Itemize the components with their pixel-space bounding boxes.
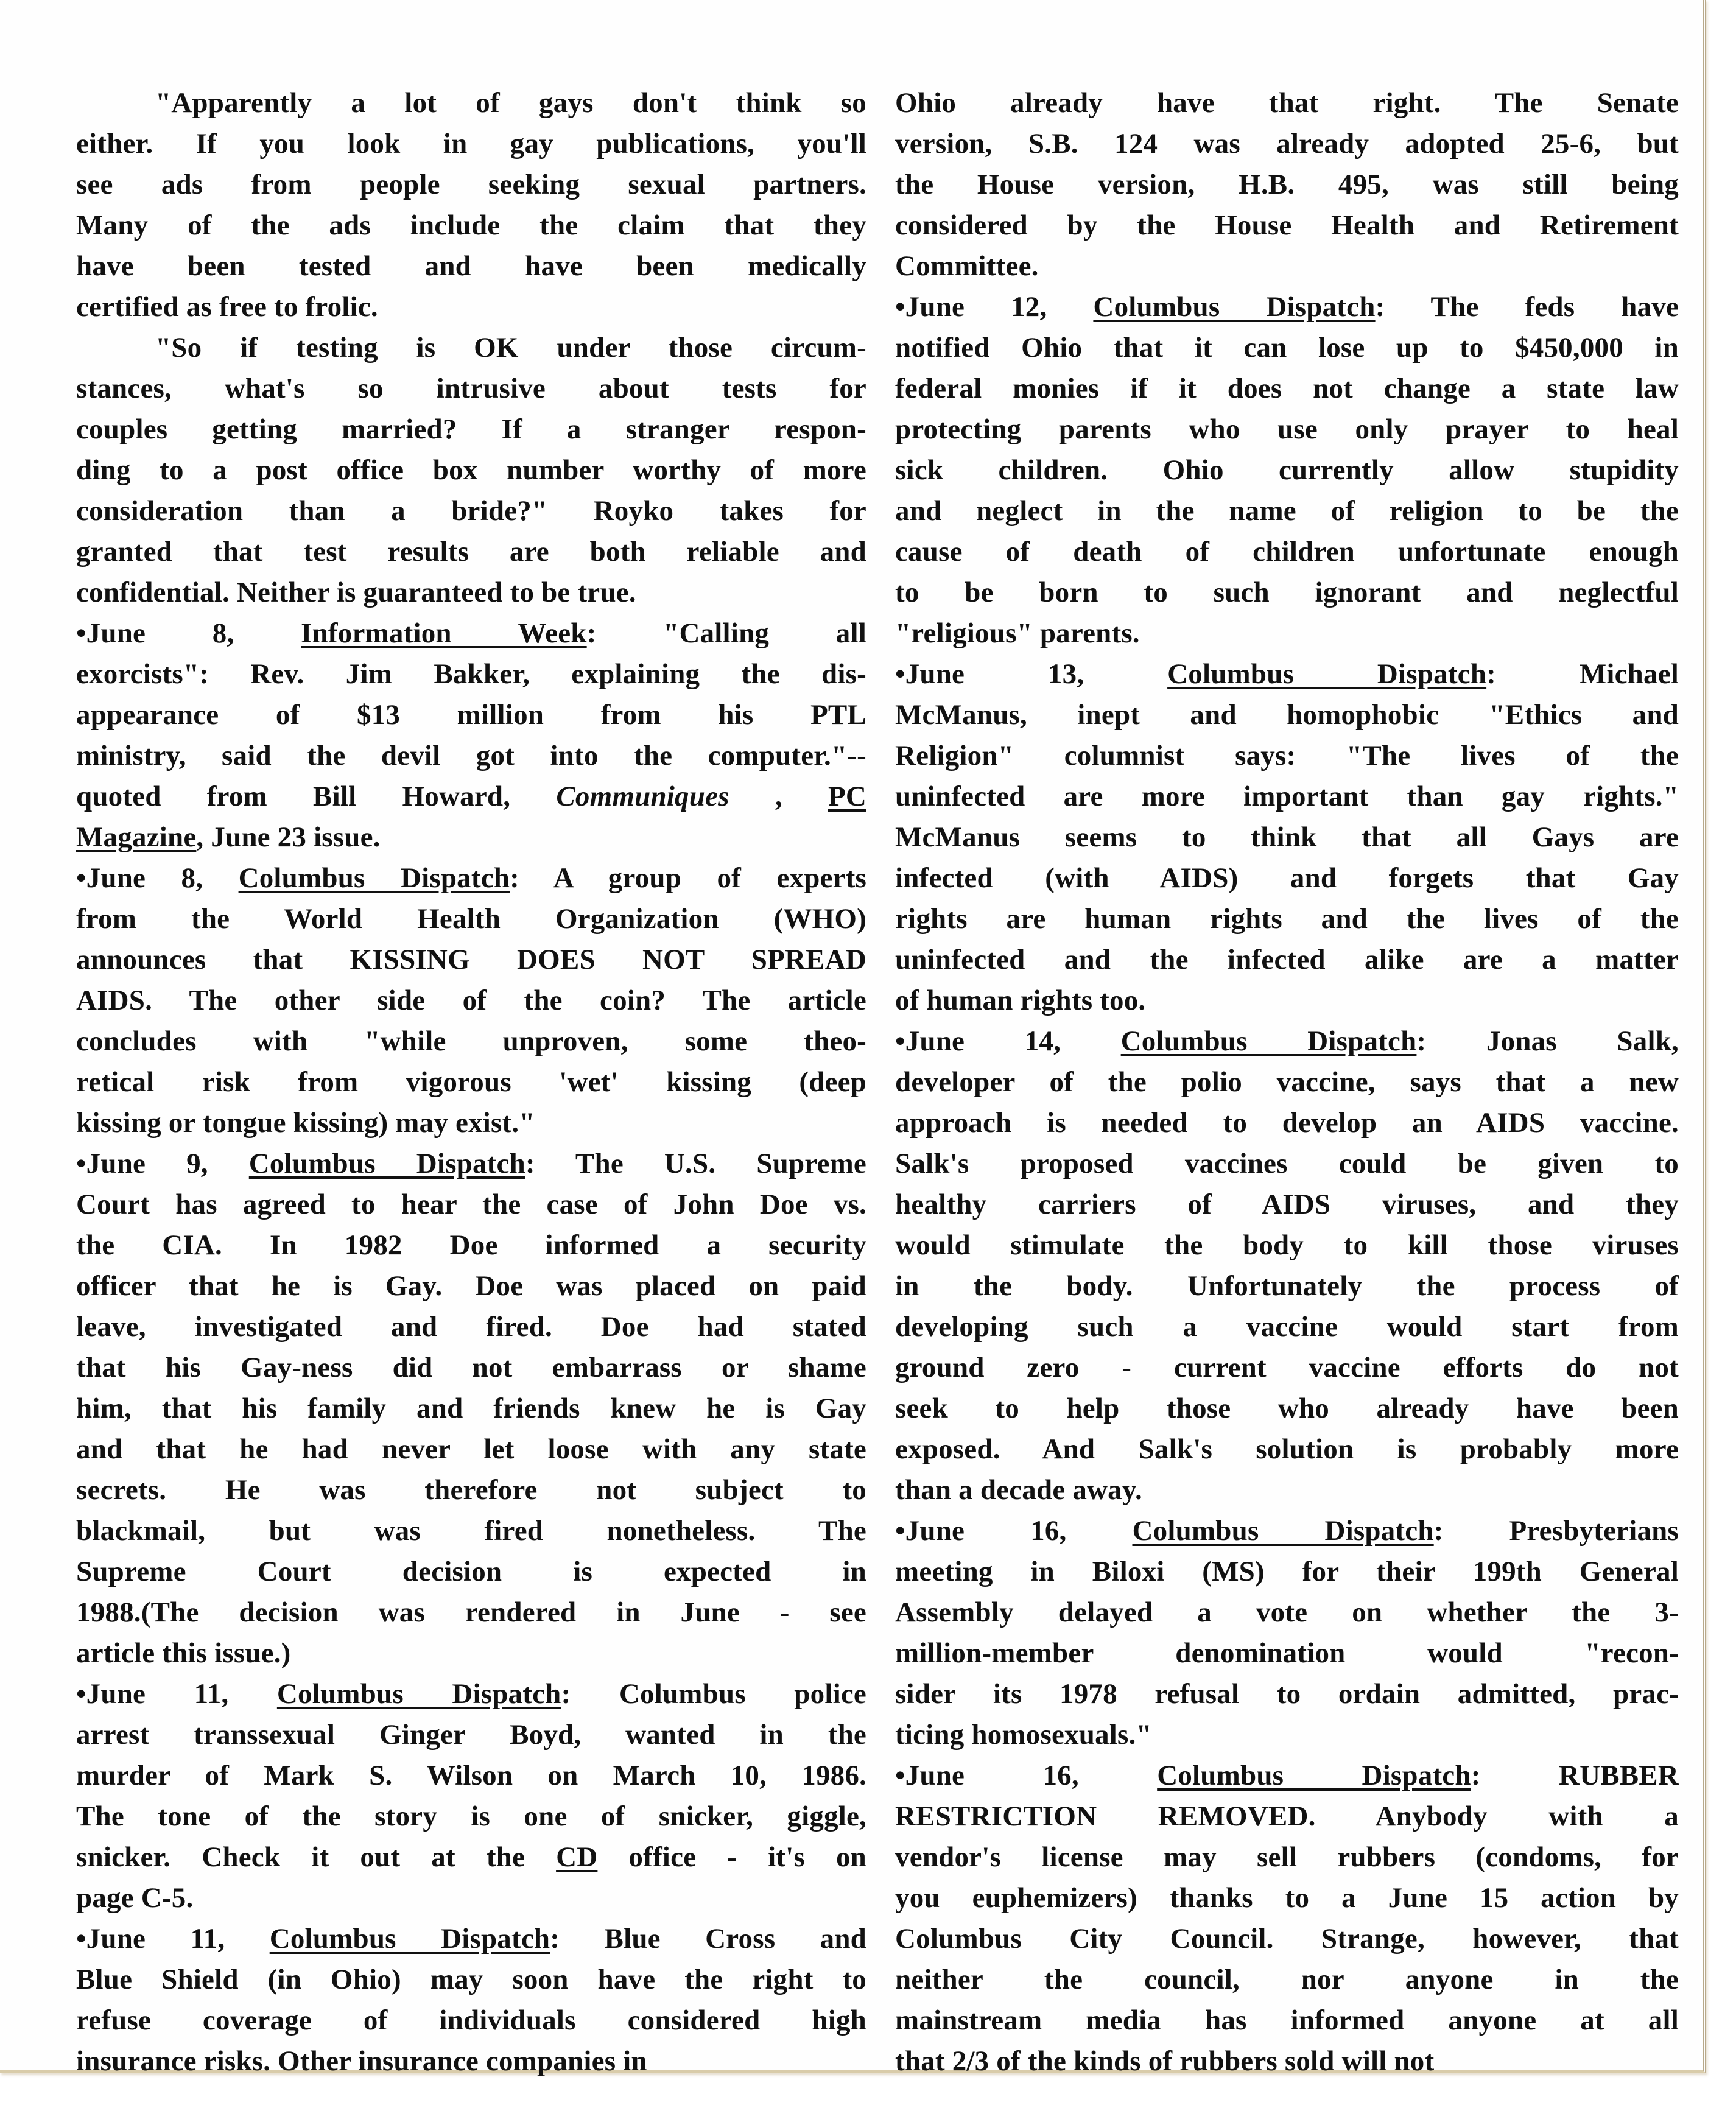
text-line: from the World Health Organization (WHO) bbox=[76, 903, 866, 935]
text-line: uninfected and the infected alike are a matter bbox=[895, 944, 1679, 975]
text-line: concludes with "while unproven, some theo- bbox=[76, 1025, 866, 1057]
source-name: Columbus Dispatch bbox=[1093, 291, 1376, 323]
text-line: ground zero - current vaccine efforts do not bbox=[895, 1352, 1679, 1383]
text-line: exorcists": Rev. Jim Bakker, explaining the dis- bbox=[76, 658, 866, 690]
emphasis-text: are bbox=[1006, 903, 1046, 935]
text-line: ministry, said the devil got into the computer."-- bbox=[76, 740, 866, 771]
text-line: uninfected are more important than gay rights." bbox=[895, 781, 1679, 812]
line-text: •June 12, bbox=[895, 291, 1094, 323]
text-line: than a decade away. bbox=[895, 1474, 1142, 1506]
text-line: exposed. And Salk's solution is probably more bbox=[895, 1433, 1679, 1465]
text-line: developer of the polio vaccine, says that a new bbox=[895, 1066, 1679, 1098]
paragraph bbox=[76, 328, 866, 613]
text-line: consideration than a bride?" Royko takes for bbox=[76, 495, 866, 527]
text-line: stances, what's so intrusive about tests for bbox=[76, 373, 866, 404]
text-line: ding to a post office box number worthy of more bbox=[76, 454, 866, 486]
text-line: cause of death of children unfortunate enough bbox=[895, 536, 1679, 567]
line-text: •June 8, bbox=[76, 617, 301, 649]
text-line bbox=[76, 1674, 866, 1715]
text-line bbox=[76, 817, 866, 858]
line-text: •June 8, bbox=[76, 862, 239, 894]
news-entry bbox=[76, 1144, 866, 1674]
line-text: : Michael bbox=[1486, 658, 1679, 690]
text-line: neither the council, nor anyone in the bbox=[895, 1964, 1679, 1995]
line-text: •June 14, bbox=[895, 1025, 1121, 1057]
line-text: snicker. Check it out at the bbox=[76, 1841, 557, 1873]
line-text: •June 16, bbox=[895, 1515, 1133, 1547]
source-name: Columbus Dispatch bbox=[248, 1148, 525, 1179]
text-line: meeting in Biloxi (MS) for their 199th General bbox=[895, 1556, 1679, 1587]
text-line: approach is needed to develop an AIDS vaccine. bbox=[895, 1107, 1679, 1139]
line-text: , bbox=[729, 781, 828, 812]
text-line: page C-5. bbox=[76, 1882, 194, 1914]
text-line: million-member denomination would "recon- bbox=[895, 1637, 1679, 1669]
text-line: blackmail, but was fired nonetheless. The bbox=[76, 1515, 866, 1547]
text-line: mainstream media has informed anyone at all bbox=[895, 2004, 1679, 2036]
text-line: Committee. bbox=[895, 250, 1039, 282]
text-line: Many of the ads include the claim that they bbox=[76, 209, 866, 241]
text-line: federal monies if it does not change a state law bbox=[895, 373, 1679, 404]
text-line: announces that KISSING DOES NOT SPREAD bbox=[76, 944, 866, 975]
text-line: RESTRICTION REMOVED. Anybody with a bbox=[895, 1801, 1679, 1832]
text-line: Blue Shield (in Ohio) may soon have the right to bbox=[76, 1964, 866, 1995]
text-line: seek to help those who already have been bbox=[895, 1393, 1679, 1424]
news-entry bbox=[895, 287, 1679, 654]
line-text: rights bbox=[895, 903, 1007, 935]
text-line: developing such a vaccine would start from bbox=[895, 1311, 1679, 1343]
text-line: vendor's license may sell rubbers (condoms, for bbox=[895, 1841, 1679, 1873]
right-column bbox=[895, 83, 1679, 2082]
text-line: sick children. Ohio currently allow stupidity bbox=[895, 454, 1679, 486]
source-name: Columbus Dispatch bbox=[1157, 1760, 1471, 1791]
text-line: either. If you look in gay publications, you'll bbox=[76, 128, 866, 160]
source-name: Magazine bbox=[76, 821, 197, 853]
line-text: : Presbyterians bbox=[1433, 1515, 1679, 1547]
line-text: •June 16, bbox=[895, 1760, 1158, 1791]
text-line: officer that he is Gay. Doe was placed on paid bbox=[76, 1270, 866, 1302]
line-text: •June 13, bbox=[895, 658, 1168, 690]
line-text: , June 23 issue. bbox=[196, 821, 381, 853]
text-line: "Apparently a lot of gays don't think so bbox=[155, 87, 866, 119]
text-line: AIDS. The other side of the coin? The article bbox=[76, 985, 866, 1016]
text-line: arrest transsexual Ginger Boyd, wanted in the bbox=[76, 1719, 866, 1751]
text-line bbox=[895, 899, 1679, 940]
news-entry bbox=[895, 1511, 1679, 1755]
news-entry bbox=[895, 1755, 1679, 2082]
text-line: in the body. Unfortunately the process of bbox=[895, 1270, 1679, 1302]
text-line: insurance risks. Other insurance companies in bbox=[76, 2045, 647, 2077]
text-line: "religious" parents. bbox=[895, 617, 1140, 649]
news-entry bbox=[895, 1021, 1679, 1511]
line-text: : RUBBER bbox=[1471, 1760, 1679, 1791]
line-text: : The U.S. Supreme bbox=[525, 1148, 866, 1179]
news-entry bbox=[76, 1674, 866, 1919]
line-text: •June 11, bbox=[76, 1678, 277, 1710]
paragraph bbox=[895, 83, 1679, 287]
line-text: : "Calling all bbox=[586, 617, 867, 649]
text-line: of human rights too. bbox=[895, 985, 1146, 1016]
text-line: refuse coverage of individuals considered high bbox=[76, 2004, 866, 2036]
text-line bbox=[895, 287, 1679, 328]
line-text: : Jonas Salk, bbox=[1416, 1025, 1679, 1057]
text-line bbox=[895, 1021, 1679, 1062]
text-line bbox=[895, 1511, 1679, 1551]
text-line: him, that his family and friends knew he is Gay bbox=[76, 1393, 866, 1424]
text-line: murder of Mark S. Wilson on March 10, 1986. bbox=[76, 1760, 866, 1791]
text-line: protecting parents who use only prayer to heal bbox=[895, 413, 1679, 445]
text-line: version, S.B. 124 was already adopted 25-6, but bbox=[895, 128, 1679, 160]
text-line bbox=[76, 1919, 866, 1959]
text-line: healthy carriers of AIDS viruses, and they bbox=[895, 1189, 1679, 1220]
text-line: the House version, H.B. 495, was still being bbox=[895, 169, 1679, 200]
text-line: ticing homosexuals." bbox=[895, 1719, 1152, 1751]
text-line: you euphemizers) thanks to a June 15 action by bbox=[895, 1882, 1679, 1914]
source-name: Columbus Dispatch bbox=[1167, 658, 1487, 690]
text-line: that his Gay-ness did not embarrass or shame bbox=[76, 1352, 866, 1383]
source-name: Columbus Dispatch bbox=[269, 1923, 550, 1955]
text-line: McManus seems to think that all Gays are bbox=[895, 821, 1679, 853]
paragraph bbox=[76, 83, 866, 328]
source-name: PC bbox=[828, 781, 866, 812]
line-text: •June 9, bbox=[76, 1148, 249, 1179]
text-line: Salk's proposed vaccines could be given to bbox=[895, 1148, 1679, 1179]
left-column bbox=[76, 83, 866, 2082]
text-line bbox=[76, 776, 866, 817]
source-name: Information Week bbox=[301, 617, 587, 649]
line-text: : Columbus police bbox=[561, 1678, 866, 1710]
text-line: couples getting married? If a stranger respon- bbox=[76, 413, 866, 445]
text-line: considered by the House Health and Retirement bbox=[895, 209, 1679, 241]
text-line: to be born to such ignorant and neglectful bbox=[895, 577, 1679, 608]
line-text: : A group of experts bbox=[510, 862, 867, 894]
line-text: : Blue Cross and bbox=[550, 1923, 866, 1955]
text-line: kissing or tongue kissing) may exist." bbox=[76, 1107, 535, 1139]
line-text: : The feds have bbox=[1375, 291, 1679, 323]
text-line: Columbus City Council. Strange, however, that bbox=[895, 1923, 1679, 1955]
line-text: quoted from Bill Howard, bbox=[76, 781, 557, 812]
text-line: and that he had never let loose with any state bbox=[76, 1433, 866, 1465]
text-line: sider its 1978 refusal to ordain admitted, prac- bbox=[895, 1678, 1679, 1710]
text-line bbox=[895, 654, 1679, 695]
line-text: office - it's on bbox=[597, 1841, 866, 1873]
text-line: article this issue.) bbox=[76, 1637, 291, 1669]
text-line: Assembly delayed a vote on whether the 3- bbox=[895, 1597, 1679, 1628]
text-line: secrets. He was therefore not subject to bbox=[76, 1474, 866, 1506]
text-line: confidential. Neither is guaranteed to be true. bbox=[76, 577, 636, 608]
text-line: 1988.(The decision was rendered in June - see bbox=[76, 1597, 866, 1628]
source-name: CD bbox=[556, 1841, 598, 1873]
text-line: Ohio already have that right. The Senate bbox=[895, 87, 1679, 119]
text-line: see ads from people seeking sexual partners. bbox=[76, 169, 866, 200]
text-line bbox=[76, 858, 866, 899]
news-entry bbox=[76, 613, 866, 858]
source-name: Columbus Dispatch bbox=[1120, 1025, 1417, 1057]
text-line: Supreme Court decision is expected in bbox=[76, 1556, 866, 1587]
news-entry bbox=[76, 1919, 866, 2082]
text-line bbox=[76, 1837, 866, 1878]
text-line: "So if testing is OK under those circum- bbox=[155, 332, 866, 364]
source-name: Columbus Dispatch bbox=[238, 862, 510, 894]
news-entry bbox=[76, 858, 866, 1144]
text-line: and neglect in the name of religion to be the bbox=[895, 495, 1679, 527]
text-line: Religion" columnist says: "The lives of the bbox=[895, 740, 1679, 771]
text-line: leave, investigated and fired. Doe had stated bbox=[76, 1311, 866, 1343]
text-line: The tone of the story is one of snicker, giggle, bbox=[76, 1801, 866, 1832]
text-line: have been tested and have been medically bbox=[76, 250, 866, 282]
text-line bbox=[76, 613, 866, 654]
text-line: granted that test results are both reliable and bbox=[76, 536, 866, 567]
text-line bbox=[895, 1755, 1679, 1796]
text-line: the CIA. In 1982 Doe informed a security bbox=[76, 1229, 866, 1261]
line-text: •June 11, bbox=[76, 1923, 270, 1955]
source-name: Columbus Dispatch bbox=[1132, 1515, 1434, 1547]
source-name: Columbus Dispatch bbox=[276, 1678, 561, 1710]
text-line: retical risk from vigorous 'wet' kissing (deep bbox=[76, 1066, 866, 1098]
text-line: would stimulate the body to kill those viruses bbox=[895, 1229, 1679, 1261]
text-line: McManus, inept and homophobic "Ethics and bbox=[895, 699, 1679, 731]
text-line: appearance of $13 million from his PTL bbox=[76, 699, 866, 731]
text-line: Court has agreed to hear the case of John Doe vs. bbox=[76, 1189, 866, 1220]
news-entry bbox=[895, 654, 1679, 1021]
publication-title: Communiques bbox=[556, 781, 729, 812]
line-text: human rights and the lives of the bbox=[1045, 903, 1679, 935]
text-line bbox=[76, 1144, 866, 1184]
text-line: certified as free to frolic. bbox=[76, 291, 378, 323]
text-line: infected (with AIDS) and forgets that Gay bbox=[895, 862, 1679, 894]
text-line: notified Ohio that it can lose up to $450,000 in bbox=[895, 332, 1679, 364]
text-line: that 2/3 of the kinds of rubbers sold will not bbox=[895, 2045, 1435, 2077]
